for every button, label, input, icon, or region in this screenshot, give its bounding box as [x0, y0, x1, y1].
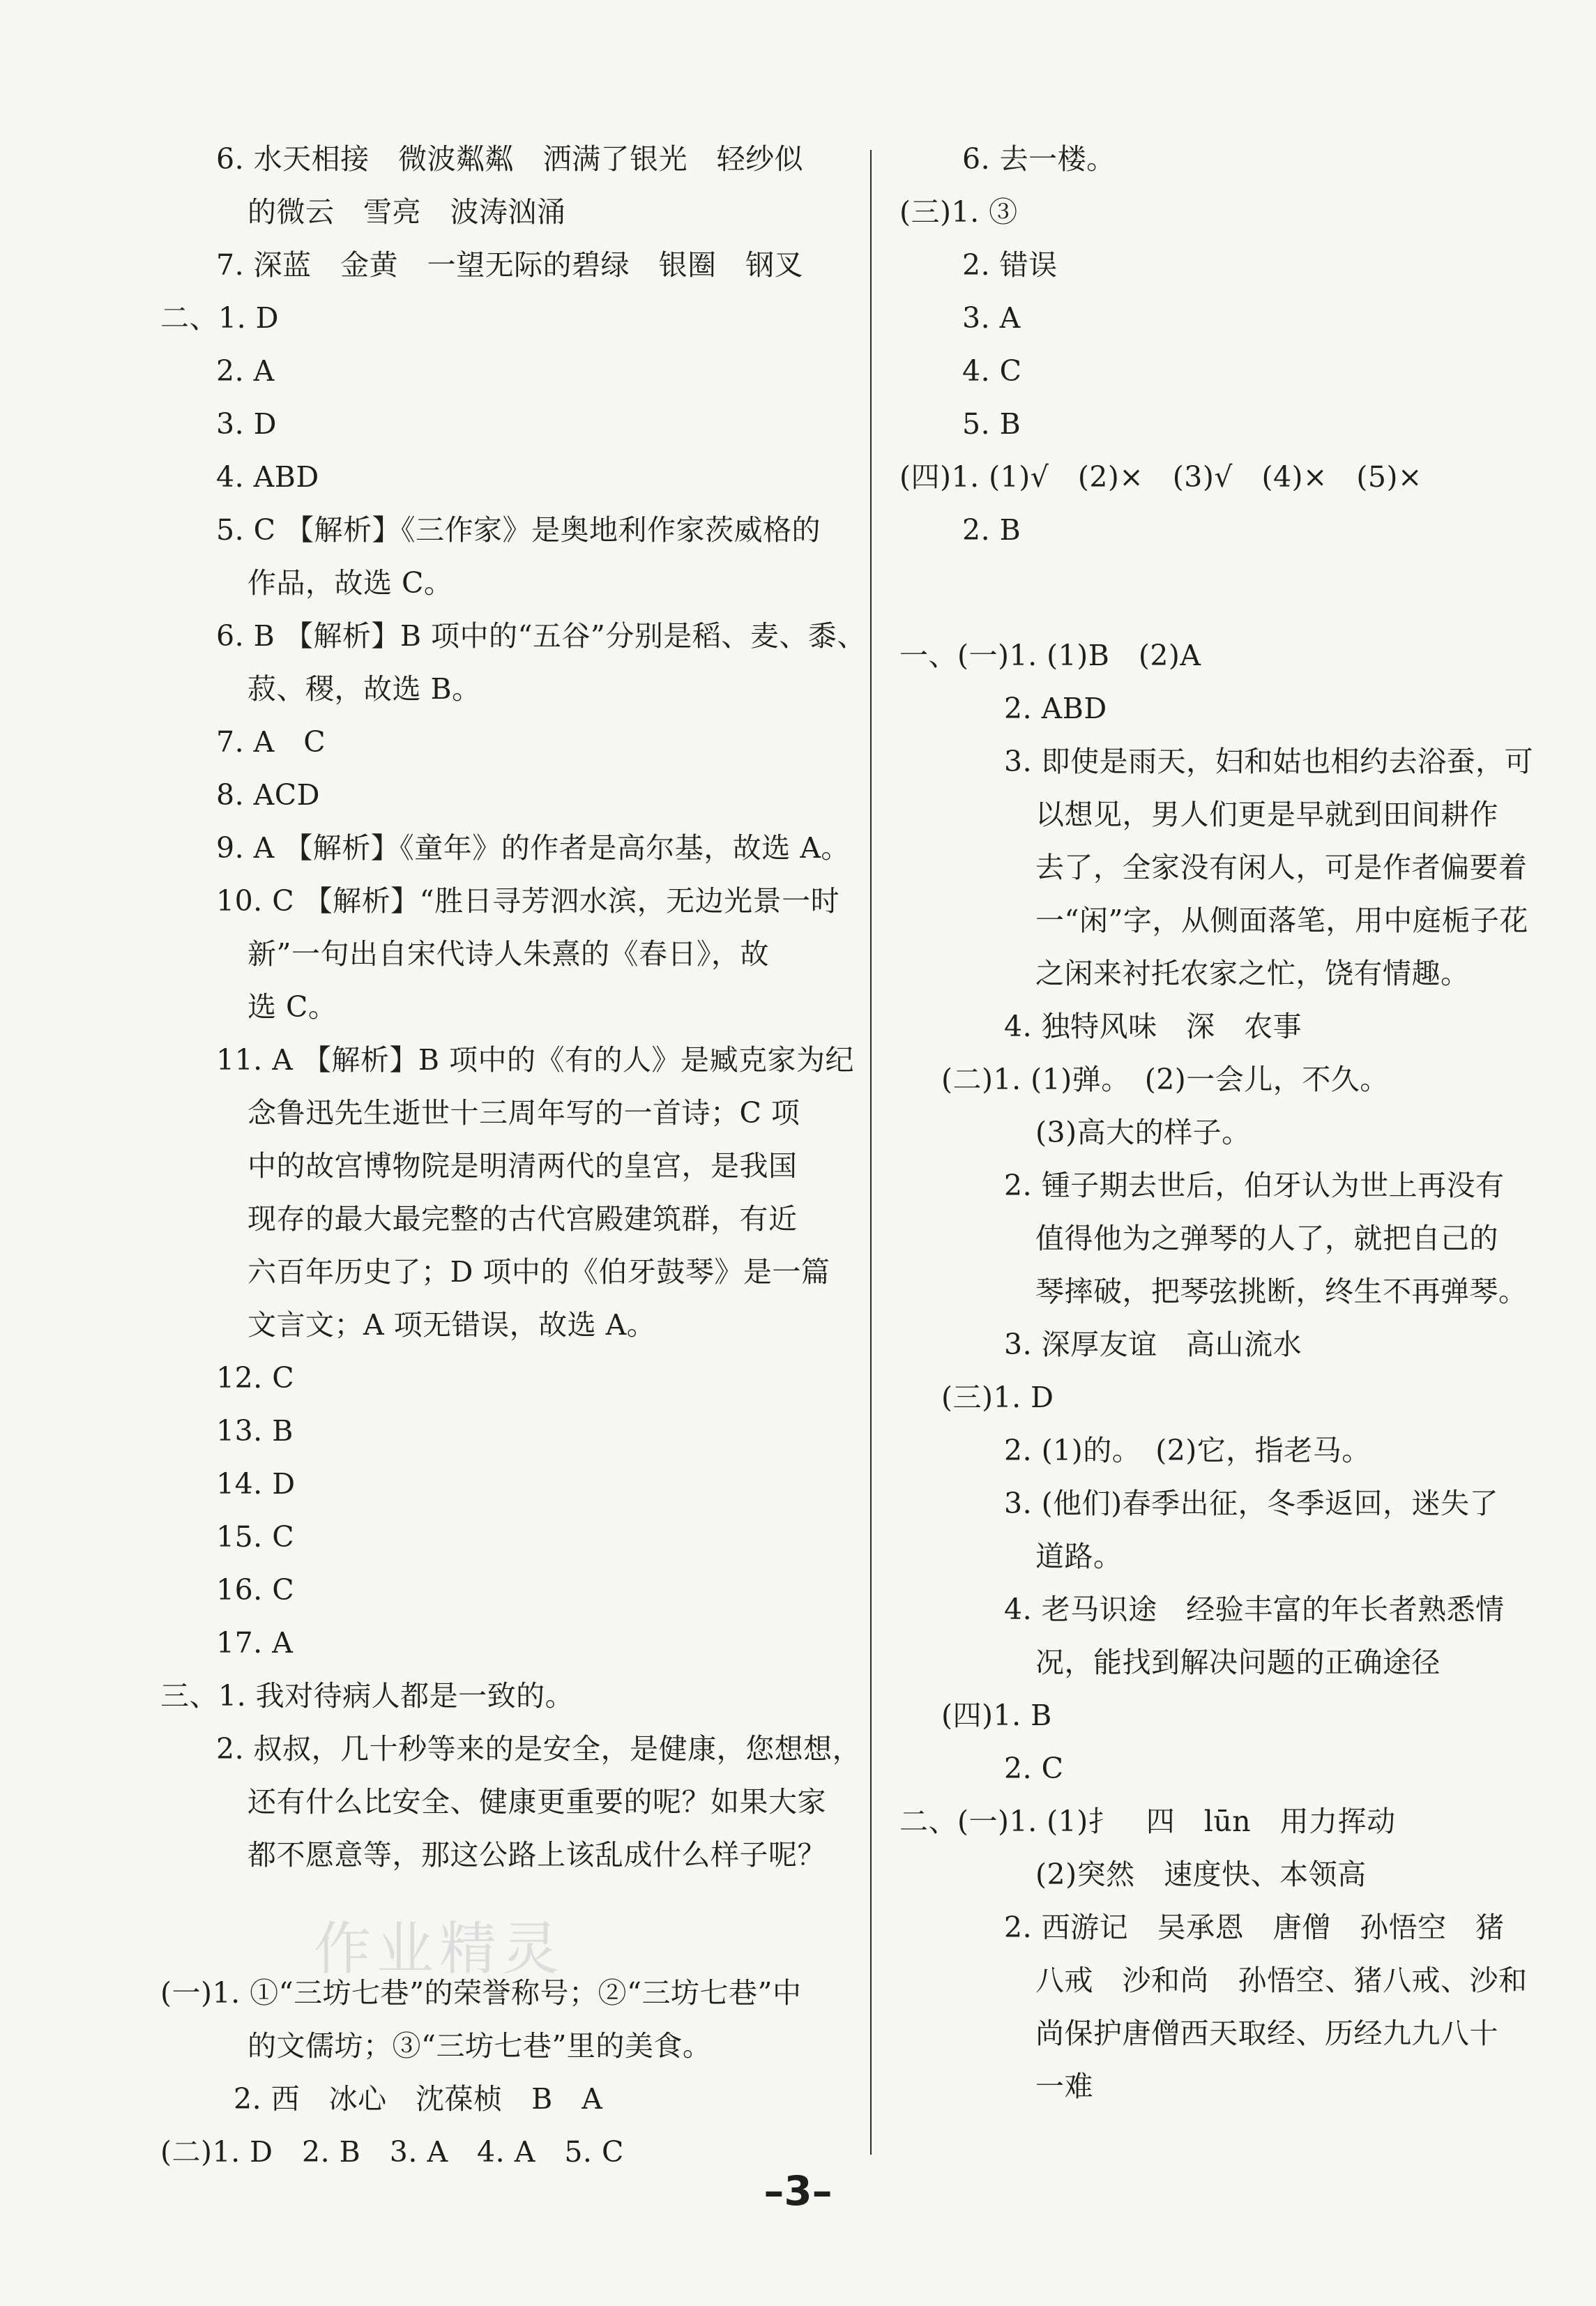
answer-line: 2. 西 冰心 沈葆桢 B A — [234, 2082, 603, 2116]
answer-line: 2. A — [216, 354, 275, 388]
answer-line: 作品，故选 C。 — [248, 566, 453, 600]
answer-line: 5. B — [962, 407, 1021, 441]
answer-line: (三)1. D — [941, 1381, 1054, 1414]
watermark: 作业精灵 — [314, 1916, 565, 1982]
answer-line: (2)突然 速度快、本领高 — [1035, 1858, 1367, 1891]
answer-line: 14. D — [216, 1467, 296, 1501]
answer-line: 4. C — [962, 354, 1022, 388]
answer-line: 一难 — [1035, 2070, 1093, 2103]
answer-line: (四)1. B — [941, 1699, 1052, 1732]
answer-line: 都不愿意等，那这公路上该乱成什么样子呢？ — [248, 1838, 826, 1872]
answer-line: 8. ACD — [216, 778, 321, 812]
answer-line: 5. C 【解析】《三作家》是奥地利作家茨威格的 — [216, 513, 821, 547]
answer-line: 4. 独特风味 深 农事 — [1004, 1010, 1302, 1043]
answer-line: 值得他为之弹琴的人了，就把自己的 — [1035, 1222, 1498, 1255]
answer-line: 2. B — [962, 513, 1021, 547]
answer-line: 3. 深厚友谊 高山流水 — [1004, 1328, 1302, 1361]
answer-line: 八戒 沙和尚 孙悟空、猪八戒、沙和 — [1035, 1964, 1528, 1997]
answer-line: 三、1. 我对待病人都是一致的。 — [160, 1679, 575, 1713]
answer-line: 4. ABD — [216, 460, 319, 494]
answer-line: 2. ABD — [1004, 692, 1107, 725]
answer-line: 念鲁迅先生逝世十三周年写的一首诗；C 项 — [248, 1096, 800, 1130]
answer-line: 道路。 — [1035, 1540, 1123, 1573]
answer-line: 二、(一)1. (1)扌 四 lūn 用力挥动 — [899, 1805, 1396, 1838]
answer-line: 现存的最大最完整的古代宫殿建筑群，有近 — [248, 1202, 798, 1236]
page-number: –3– — [763, 2167, 833, 2215]
answer-line: 尚保护唐僧西天取经、历经九九八十 — [1035, 2017, 1498, 2050]
answer-line: 选 C。 — [248, 990, 337, 1024]
answer-line: 2. 西游记 吴承恩 唐僧 孙悟空 猪 — [1004, 1911, 1505, 1944]
answer-line: 11. A 【解析】B 项中的《有的人》是臧克家为纪 — [216, 1043, 855, 1077]
answer-line: 的微云 雪亮 波涛汹涌 — [248, 195, 566, 229]
answer-line: 中的故宫博物院是明清两代的皇宫，是我国 — [248, 1149, 798, 1183]
answer-line: 之闲来衬托农家之忙，饶有情趣。 — [1035, 957, 1470, 990]
answer-line: 7. 深蓝 金黄 一望无际的碧绿 银圈 钢叉 — [216, 248, 804, 282]
answer-line: 3. 即使是雨天，妇和姑也相约去浴蚕，可 — [1004, 745, 1534, 778]
answer-line: 新”一句出自宋代诗人朱熹的《春日》，故 — [248, 937, 769, 971]
answer-line: 以想见，男人们更是早就到田间耕作 — [1035, 798, 1498, 831]
answer-line: 2. C — [1004, 1752, 1064, 1785]
answer-line: 一、(一)1. (1)B (2)A — [899, 639, 1201, 672]
answer-line: 4. 老马识途 经验丰富的年长者熟悉情 — [1004, 1593, 1505, 1626]
answer-line: 13. B — [216, 1414, 294, 1448]
answer-line: 16. C — [216, 1573, 295, 1607]
answer-line: 2. (1)的。 (2)它，指老马。 — [1004, 1434, 1371, 1467]
answer-line: 六百年历史了；D 项中的《伯牙鼓琴》是一篇 — [248, 1255, 830, 1289]
answer-line: 文言文；A 项无错误，故选 A。 — [248, 1308, 656, 1342]
answer-line: 的文儒坊；③“三坊七巷”里的美食。 — [248, 2029, 712, 2063]
answer-line: 况，能找到解决问题的正确途径 — [1035, 1646, 1441, 1679]
answer-line: 琴摔破，把琴弦挑断，终生不再弹琴。 — [1035, 1275, 1528, 1308]
answer-line: 12. C — [216, 1361, 295, 1395]
answer-line: 一“闲”字，从侧面落笔，用中庭栀子花 — [1035, 904, 1528, 937]
answer-line: (二)1. D 2. B 3. A 4. A 5. C — [160, 2135, 624, 2169]
answer-line: 还有什么比安全、健康更重要的呢？如果大家 — [248, 1785, 826, 1819]
answer-line: 二、1. D — [160, 301, 280, 335]
answer-line: 15. C — [216, 1520, 295, 1554]
answer-line: 6. 去一楼。 — [962, 142, 1116, 176]
answer-line: 7. A C — [216, 725, 326, 759]
answer-line: 6. B 【解析】B 项中的“五谷”分别是稻、麦、黍、 — [216, 619, 866, 653]
answer-line: 9. A 【解析】《童年》的作者是高尔基，故选 A。 — [216, 831, 850, 865]
answer-line: 去了，全家没有闲人，可是作者偏要着 — [1035, 851, 1528, 884]
answer-line: (三)1. ③ — [899, 195, 1018, 229]
answer-line: (一)1. ①“三坊七巷”的荣誉称号；②“三坊七巷”中 — [160, 1976, 802, 2010]
answer-line: 3. A — [962, 301, 1021, 335]
answer-line: (二)1. (1)弹。 (2)一会儿，不久。 — [941, 1063, 1389, 1096]
answer-line: 3. D — [216, 407, 278, 441]
column-divider — [870, 150, 872, 2155]
answer-line: 2. 锺子期去世后，伯牙认为世上再没有 — [1004, 1169, 1505, 1202]
answer-line: 3. (他们)春季出征，冬季返回，迷失了 — [1004, 1487, 1499, 1520]
answer-line: 2. 叔叔，几十秒等来的是安全，是健康，您想想， — [216, 1732, 862, 1766]
answer-line: 菽、稷，故选 B。 — [248, 672, 481, 706]
answer-line: 6. 水天相接 微波粼粼 洒满了银光 轻纱似 — [216, 142, 804, 176]
answer-line: 2. 错误 — [962, 248, 1058, 282]
answer-line: 10. C 【解析】“胜日寻芳泗水滨，无边光景一时 — [216, 884, 840, 918]
answer-line: (四)1. (1)√ (2)× (3)√ (4)× (5)× — [899, 460, 1422, 494]
answer-line: (3)高大的样子。 — [1035, 1116, 1251, 1149]
answer-line: 17. A — [216, 1626, 294, 1660]
